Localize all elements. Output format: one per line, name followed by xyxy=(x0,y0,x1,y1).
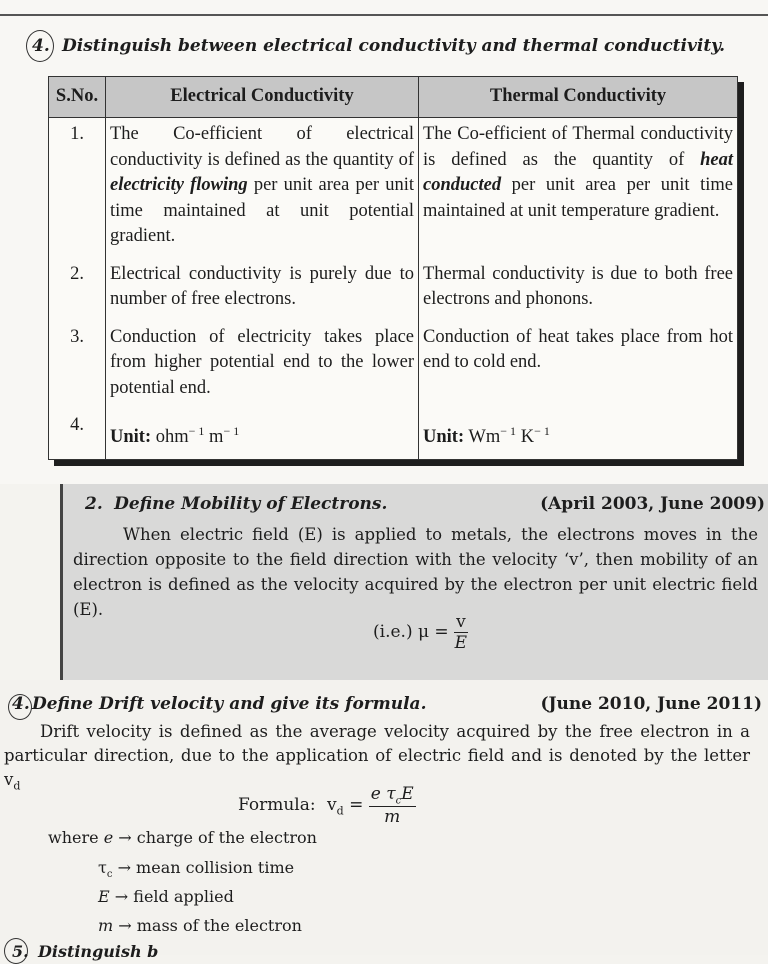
definition-line: m → mass of the electron xyxy=(98,916,302,935)
mobility-formula: (i.e.) μ = $\frac{v}{E}$ xyxy=(373,612,468,653)
drift-velocity-section xyxy=(0,680,768,961)
table-row xyxy=(49,409,738,459)
next-question-title: Distinguish b xyxy=(38,942,159,961)
mobility-definition: When electric field (E) is applied to metals, the electrons moves in the direction opposite to the field direction with the velocity ‘v’, then mobility of an electron is defined as the velocity acquired by the electron per unit electric field (E). xyxy=(73,525,758,619)
definition-line: E → field applied xyxy=(98,887,234,906)
row-number: 4. xyxy=(49,409,106,459)
question-title: Define Mobility of Electrons. xyxy=(114,494,388,514)
question-heading xyxy=(85,494,765,514)
col-header-electrical: Electrical Conductivity xyxy=(106,77,419,118)
row-number: 2. xyxy=(49,258,106,321)
exam-reference: (June 2010, June 2011) xyxy=(540,694,762,714)
table-header-row xyxy=(49,77,738,118)
col-header-thermal: Thermal Conductivity xyxy=(419,77,738,118)
definition-line: $\tau_c$ → mean collision time xyxy=(98,858,295,881)
top-rule xyxy=(0,14,768,16)
drift-velocity-formula: Formula: $v_d$ = $\frac{e \tau_cE}{m}$ xyxy=(238,784,414,828)
drift-velocity-definition: Drift velocity is defined as the average velocity acquired by the free electron in a particular direction, due to the application of electric field and is denoted by the letter $v_d$ xyxy=(4,722,750,793)
electrical-unit-cell: Unit: ohm$^{- 1}$ $m^{- 1}$ xyxy=(106,409,419,459)
row-number: 1. xyxy=(49,118,106,258)
comparison-table xyxy=(48,76,738,460)
electrical-cell: The Co-efficient of electrical conductivity is defined as the quantity of electricity flowing per unit area per unit time maintained at unit potential gradient. xyxy=(106,118,419,258)
exam-reference: (April 2003, June 2009) xyxy=(540,494,765,514)
thermal-unit-cell: Unit: $Wm^{- 1}$ $K^{- 1}$ xyxy=(419,409,738,459)
question-heading xyxy=(12,694,762,714)
question-title: Define Drift velocity and give its formula. xyxy=(32,694,427,714)
thermal-cell: Thermal conductivity is due to both free electrons and phonons. xyxy=(419,258,738,321)
next-question-number: 5. xyxy=(12,942,29,961)
col-header-sno: S.No. xyxy=(49,77,106,118)
electrical-cell: Conduction of electricity takes place from higher potential end to the lower potential end. xyxy=(106,321,419,410)
row-number: 3. xyxy=(49,321,106,410)
question-number: 4. xyxy=(32,36,50,56)
question-title: Distinguish between electrical conductivity and thermal conductivity. xyxy=(62,36,726,56)
table-row xyxy=(49,321,738,410)
table-row xyxy=(49,118,738,258)
drift-fraction: $\frac{e \tau_cE}{m}$ xyxy=(370,784,414,828)
definition-line: where e → charge of the electron xyxy=(48,828,317,847)
mobility-section xyxy=(60,484,768,680)
electrical-cell: Electrical conductivity is purely due to number of free electrons. xyxy=(106,258,419,321)
question-number: 4. xyxy=(12,694,30,714)
table-row xyxy=(49,258,738,321)
thermal-cell: The Co-efficient of Thermal conductivity is defined as the quantity of heat conducted per unit area per unit time maintained at unit temperature gradient. xyxy=(419,118,738,258)
question-number: 2. xyxy=(85,494,103,514)
mobility-fraction: $\frac{v}{E}$ xyxy=(454,612,468,653)
thermal-cell: Conduction of heat takes place from hot end to cold end. xyxy=(419,321,738,410)
